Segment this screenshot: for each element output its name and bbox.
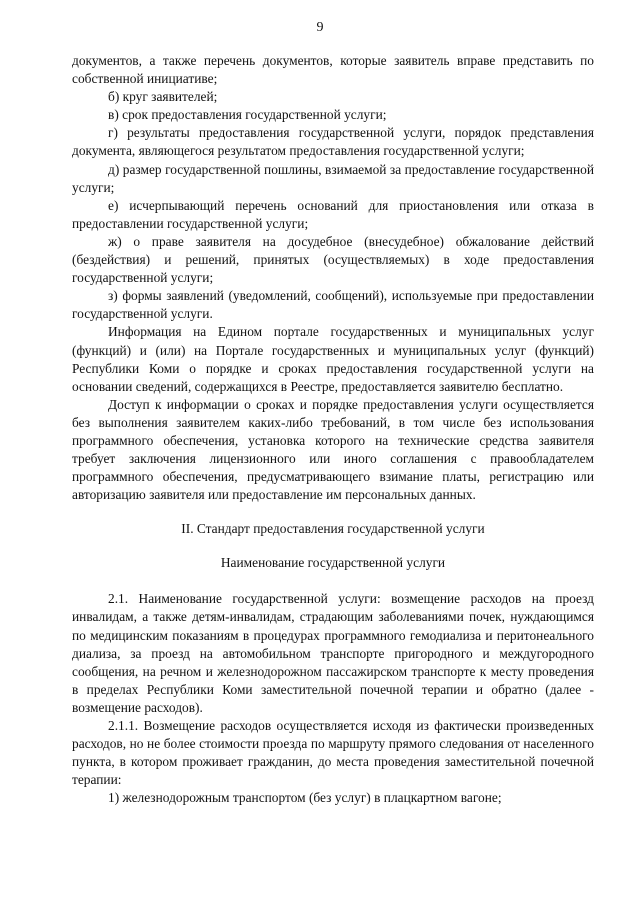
document-body bbox=[72, 52, 594, 807]
paragraph: 1) железнодорожным транспортом (без услуг) в плацкартном вагоне; bbox=[108, 790, 502, 806]
paragraph: 2.1.1. Возмещение расходов осуществляется исходя из фактически произведенных расходов, но не более стоимости проезда по маршруту прямого следования от населенного пункта, в котором проживает гражданин, до места проведения заместительной почечной терапии: bbox=[72, 718, 594, 788]
section-title: II. Стандарт предоставления государственной услуги bbox=[181, 521, 485, 537]
paragraphs-top bbox=[72, 52, 594, 504]
page-number: 9 bbox=[316, 20, 324, 35]
paragraph: в) срок предоставления государственной услуги; bbox=[108, 107, 387, 123]
paragraph: ж) о праве заявителя на досудебное (внесудебное) обжалование действий (бездействия) и решений, принятых (осуществляемых) в ходе предоставления государственной услуги; bbox=[72, 233, 594, 286]
paragraphs-bottom bbox=[72, 590, 594, 807]
paragraph: 2.1. Наименование государственной услуги: возмещение расходов на проезд инвалидам, а также детям-инвалидам, страдающим заболеваниями почек, нуждающимся по медицинским показаниям в процедурах программного гемодиализа и перитонеального диализа, за проезд на автомобильном транспорте пригородного и междугородного сообщения, на речном и железнодорожном пассажирском транспорте к месту проведения в пределах Республики Коми заместительной почечной терапии и обратно (далее - возмещение расходов). bbox=[72, 591, 594, 715]
paragraph: д) размер государственной пошлины, взимаемой за предоставление государственной услуги; bbox=[72, 161, 594, 195]
paragraph: з) формы заявлений (уведомлений, сообщений), используемые при предоставлении государственной услуги. bbox=[72, 288, 594, 322]
paragraph: Информация на Едином портале государственных и муниципальных услуг (функций) и (или) на Портале государственных и муниципальных услуг (функций) Республики Коми о порядке и сроках предоставления государственной услуги на основании сведений, содержащихся в Реестре, предоставляется заявителю бесплатно. bbox=[72, 324, 594, 394]
paragraph: Доступ к информации о сроках и порядке предоставления услуги осуществляется без выполнения заявителем каких-либо требований, в том числе без использования программного обеспечения, установка которого на технические средства заявителя требует заключения лицензионного или иного соглашения с правообладателем программного обеспечения, предусматривающего взимание платы, регистрацию или авторизацию заявителя или предоставление им персональных данных. bbox=[72, 396, 594, 503]
paragraph: документов, а также перечень документов, которые заявитель вправе представить по собственной инициативе; bbox=[72, 53, 594, 87]
paragraph: б) круг заявителей; bbox=[108, 89, 218, 105]
paragraph: г) результаты предоставления государственной услуги, порядок представления документа, являющегося результатом предоставления государственной услуги; bbox=[72, 125, 594, 159]
paragraph: е) исчерпывающий перечень оснований для приостановления или отказа в предоставлении государственной услуги; bbox=[72, 197, 594, 231]
subsection-title: Наименование государственной услуги bbox=[220, 555, 446, 571]
